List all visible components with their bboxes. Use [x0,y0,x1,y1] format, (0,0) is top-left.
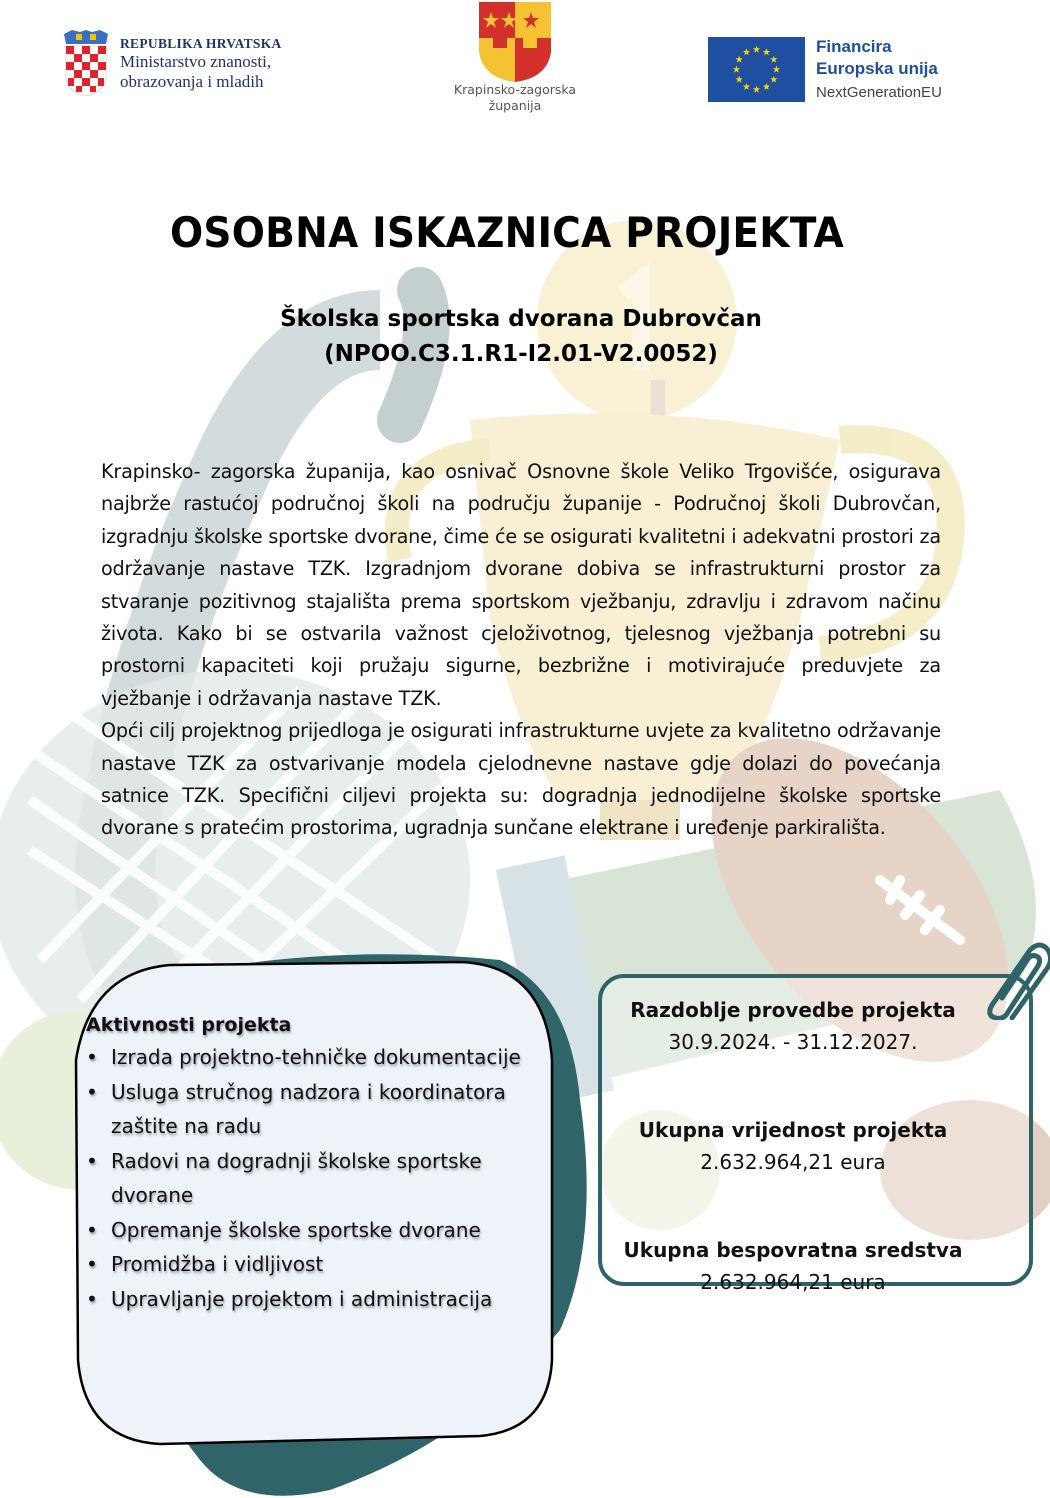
eu-flag-icon [708,37,805,102]
county-logo [440,0,590,125]
period-label: Razdoblje provedbe projekta [630,998,956,1022]
activity-item: • Opremanje školske sportske dvorane [111,1213,556,1248]
activity-item: • Promidžba i vidljivost [111,1247,556,1282]
eu-logo [708,37,978,103]
activity-item: • Izrada projektno-tehničke dokumentacije [111,1040,556,1075]
activities-title: Aktivnosti projekta [86,1014,292,1036]
total-value: 2.632.964,21 eura [700,1150,886,1174]
bullet-icon: • [86,1079,98,1104]
activity-item: • Radovi na dogradnji školske sportske dvorane [111,1144,556,1213]
grant-value: 2.632.964,21 eura [700,1270,886,1294]
bullet-icon: • [86,1217,98,1242]
ministry-logo-line3: obrazovanja i mladih [120,72,264,91]
project-info [598,994,988,1298]
croatian-coat-of-arms-icon [62,30,110,96]
eu-logo-line3: NextGenerationEU [816,84,942,101]
grant-label: Ukupna bespovratna sredstva [623,1238,963,1262]
bullet-icon: • [86,1252,98,1276]
activities-list [86,1040,556,1316]
bullet-icon: • [86,1148,98,1173]
page-title: OSOBNA ISKAZNICA PROJEKTA [170,208,844,257]
county-logo-line2: županija [488,98,542,113]
activity-item: • Upravljanje projektom i administracija [111,1282,556,1317]
project-code: (NPOO.C3.1.R1-I2.01-V2.0052) [324,341,718,367]
bullet-icon: • [86,1045,98,1069]
description-paragraph-1: Krapinsko- zagorska županija, kao osnivač Osnovne škole Veliko Trgovišće, osigurava najbrže rastućoj područnoj školi na području županije - Područnoj školi Dubrovčan, izgradnju školske sportske dvorane, čime će se osigurati kvalitetni i adekvatni prostori za održavanje nastave TZK. Izgradnjom dvorane dobiva se infrastrukturni prostor za stvaranje pozitivnog stajališta prema sportskom vježbanju, zdravlju i zdravom načinu života. Kako bi se ostvarila važnost cjeloživotnog, tjelesnog vježbanja potrebni su prostorni kapaciteti koji pružaju sigurne, bezbrižne i motivirajuće preduvjete za vježbanje i održavanja nastave TZK. [101,460,941,710]
project-subtitle [0,302,1042,372]
activity-item: • Usluga stručnog nadzora i koordinatora zaštite na radu [111,1075,556,1144]
eu-logo-line2: Europska unija [816,59,938,78]
county-logo-line1: Krapinsko-zagorska [453,82,577,97]
county-coat-of-arms-icon [479,2,551,82]
activities-section [86,1010,556,1316]
project-description [101,456,941,845]
eu-logo-line1: Financira [816,37,892,56]
ministry-logo [62,30,352,100]
paperclip-icon [982,940,1050,1020]
project-name: Školska sportska dvorana Dubrovčan [280,306,762,332]
period-value: 30.9.2024. - 31.12.2027. [668,1030,918,1054]
ministry-logo-line2: Ministarstvo znanosti, [120,52,272,71]
ministry-logo-line1: REPUBLIKA HRVATSKA [120,36,282,51]
description-paragraph-2: Opći cilj projektnog prijedloga je osigurati infrastrukturne uvjete za kvalitetno održavanje nastave TZK za ostvarivanje modela cjelodnevne nastave gdje dolazi do povećanja satnice TZK. Specifični ciljevi projekta su: dogradnja jednodijelne školske sportske dvorane s pratećim prostorima, ugradnja sunčane elektrane i uređenje parkirališta. [101,719,941,840]
total-value-label: Ukupna vrijednost projekta [638,1118,948,1142]
bullet-icon: • [86,1286,98,1311]
